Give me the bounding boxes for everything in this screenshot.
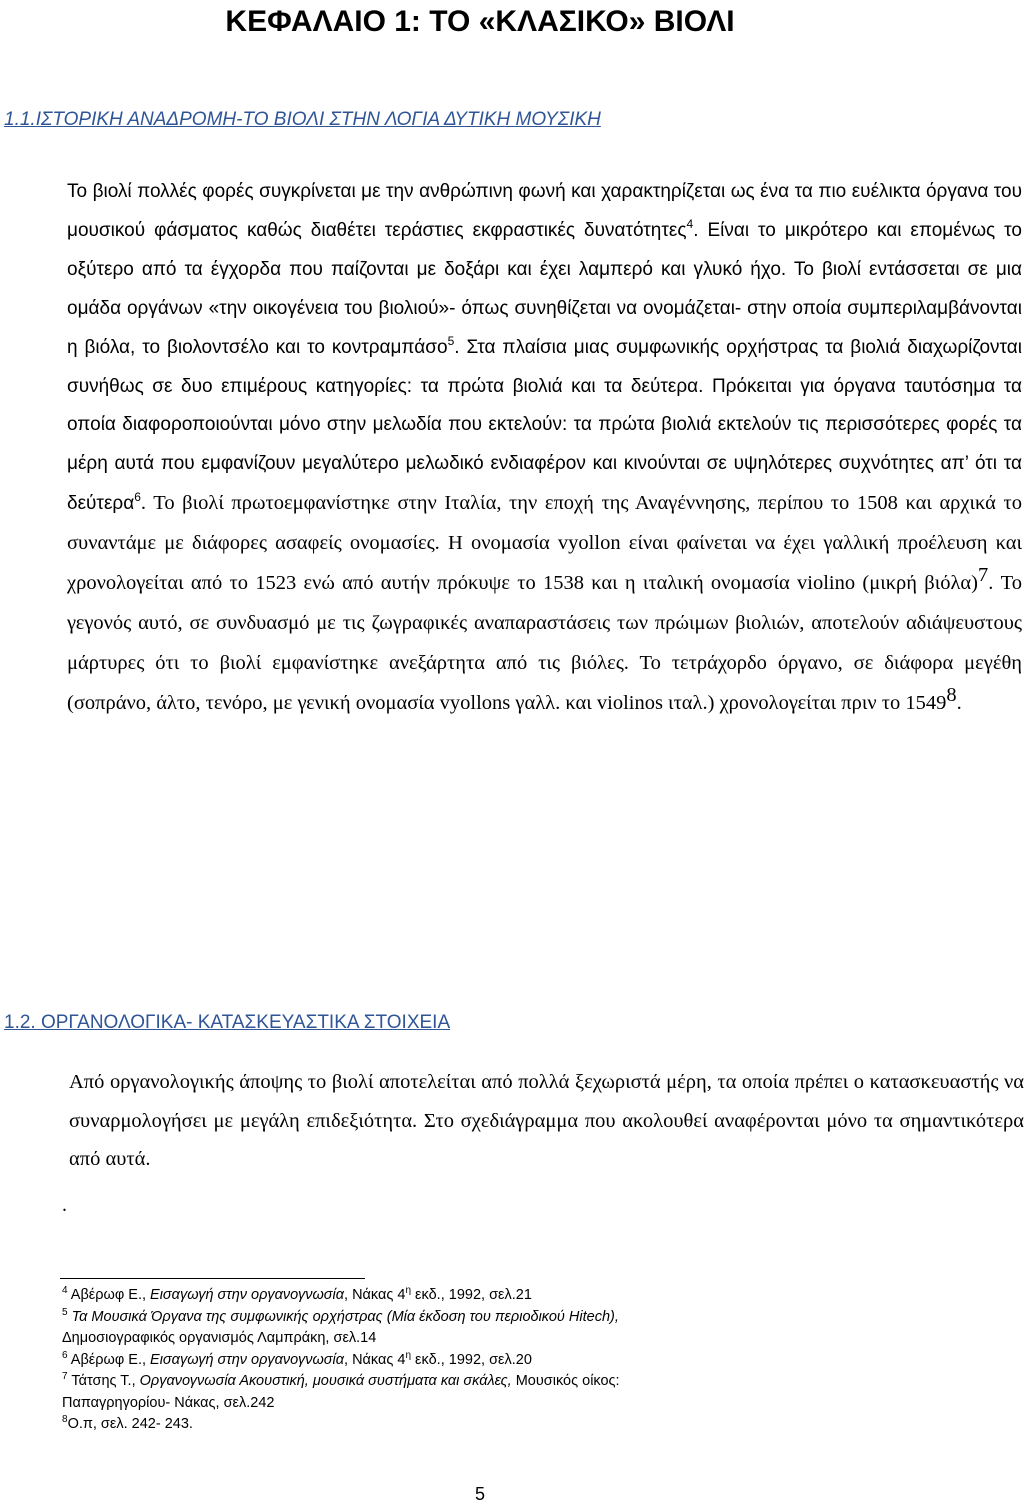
footnote-4 bbox=[62, 1285, 942, 1307]
construction-paragraph: Από οργανολογικής άποψης το βιολί αποτελείται από πολλά ξεχωριστά μέρη, τα οποία πρέπει ο κατασκευαστής να συναρμολογήσει με μεγάλη επιδεξιότητα. Στο σχεδιάγραμμα που ακολουθεί αναφέρονται μόνο τα σημαντικότερα από αυτά. bbox=[69, 1071, 1024, 1170]
section-heading-1-1[interactable]: 1.1.ΙΣΤΟΡΙΚΗ ΑΝΑΔΡΟΜΗ-ΤΟ ΒΙΟΛΙ ΣΤΗΝ ΛΟΓΙΑ ΔΥΤΙΚΗ ΜΟΥΣΙΚΗ bbox=[4, 109, 601, 130]
footnotes bbox=[62, 1285, 942, 1436]
footnote-title: Οργανογνωσία Ακουστική, μουσικά συστήματα και σκάλες, bbox=[139, 1373, 512, 1389]
footnote-ordinal: η bbox=[405, 1285, 412, 1296]
text-run: . bbox=[956, 691, 962, 714]
footnote-publisher: , Νάκας 4 bbox=[344, 1351, 406, 1368]
text-run: . Είναι το μικρότερο και επομένως το οξύτερο από τα έγχορδα που παίζονται με δοξάρι και έχει λαμπερό και γλυκό ήχο. Το βιολί εντάσσεται σε μια ομάδα οργάνων «την οικογένεια του βιολιού»- όπως συνηθίζεται να ονομάζεται- στην οποία συμπεριλαμβάνονται η βιόλα, το βιολοντσέλο και το κοντραμπάσο bbox=[67, 219, 1022, 358]
footnote-ref-5[interactable]: 5 bbox=[447, 333, 455, 348]
footnote-8 bbox=[62, 1414, 942, 1436]
footnote-title: Εισαγωγή στην οργανογνωσία bbox=[150, 1287, 345, 1303]
footnote-publisher: , Νάκας 4 bbox=[344, 1287, 406, 1303]
text-run: . Το βιολί πρωτοεμφανίστηκε στην Ιταλία, την εποχή της Αναγέννησης, περίπου το 1508 και αρχικά το συναντάμε με διάφορες ασαφείς ονομασίες. Η ονομασία vyollon είναι φαίνεται να έχει γαλλική προέλευση και χρονολογείται από το 1523 ενώ από αυτήν πρόκυψε το 1538 και η ιταλική ονομασία violino (μικρή βιόλα) bbox=[67, 492, 1022, 595]
footnote-ordinal: η bbox=[405, 1349, 412, 1361]
footnote-edition: εκδ., 1992, σελ.20 bbox=[411, 1351, 532, 1368]
stray-dot: . bbox=[62, 1194, 67, 1216]
footnote-title: Εισαγωγή στην οργανογνωσία bbox=[150, 1351, 345, 1368]
footnote-number: 5 bbox=[62, 1306, 68, 1318]
footnote-author: Αβέρωφ Ε., bbox=[70, 1287, 151, 1303]
footnote-edition: εκδ., 1992, σελ.21 bbox=[411, 1287, 532, 1303]
footnote-text: Ο.π, σελ. 242- 243. bbox=[67, 1416, 193, 1432]
history-paragraph bbox=[3, 173, 1022, 724]
footnote-ref-4[interactable]: 4 bbox=[686, 216, 694, 231]
footnote-publisher: Μουσικός οίκος: bbox=[511, 1373, 620, 1389]
footnote-number: 4 bbox=[62, 1285, 68, 1296]
section-heading-1-2[interactable]: 1.2. ΟΡΓΑΝΟΛΟΓΙΚΑ- ΚΑΤΑΣΚΕΥΑΣΤΙΚΑ ΣΤΟΙΧΕΙΑ bbox=[4, 1012, 451, 1033]
text-run: . Το γεγονός αυτό, σε συνδυασμό με τις ζωγραφικές αναπαραστάσεις των πρώιμων βιολιών, αποτελούν αδιάψευστους μάρτυρες ότι το βιολί εμφανίστηκε ανεξάρτητα από τις βιόλες. Το τετράχορδο όργανο, σε διάφορα μεγέθη (σοπράνο, άλτο, τενόρο, με γενική ονομασία vyollons γαλλ. και violinos ιταλ.) χρονολογείται πριν το 1549 bbox=[67, 572, 1022, 714]
footnote-title: Τα Μουσικά Όργανα της συμφωνικής ορχήστρας (Μία έκδοση του περιοδικού Hitech), bbox=[71, 1308, 619, 1325]
footnote-number: 6 bbox=[62, 1349, 68, 1361]
footnote-ref-7[interactable]: 7 bbox=[977, 564, 989, 587]
footnote-number: 8 bbox=[62, 1414, 68, 1425]
footnote-6 bbox=[62, 1350, 942, 1372]
footnote-ref-6[interactable]: 6 bbox=[134, 490, 141, 505]
footnote-7 bbox=[62, 1371, 942, 1414]
footnote-continuation: Παπαγρηγορίου- Νάκας, σελ.242 bbox=[62, 1394, 275, 1411]
text-run: Το βιολί πολλές φορές συγκρίνεται με την ανθρώπινη φωνή και χαρακτηρίζεται ως ένα τα πιο ευέλικτα όργανα του μουσικού φάσματος καθώς διαθέτει τεράστιες εκφραστικές δυνατότητες bbox=[67, 181, 1022, 241]
footnote-ref-8[interactable]: 8 bbox=[946, 683, 957, 706]
footnote-separator bbox=[60, 1278, 365, 1279]
text-run: . Στα πλαίσια μιας συμφωνικής ορχήστρας τα βιολιά διαχωρίζονται συνήθως σε δυο επιμέρους κατηγορίες: τα πρώτα βιολιά και τα δεύτερα. Πρόκειται για όργανα ταυτόσημα τα οποία διαφοροποιούνται μόνο στην μελωδία που εκτελούν: τα πρώτα βιολιά εκτελούν τις περισσότερες φορές τα μέρη αυτά που εμφανίζουν μεγαλύτερο μελωδικό ενδιαφέρον και κινούνται σε υψηλότερες συχνότητες απ’ ότι τα δεύτερα bbox=[67, 336, 1022, 515]
page-number: 5 bbox=[474, 1484, 485, 1504]
footnote-5 bbox=[62, 1307, 942, 1350]
footnote-author: Τάτσης Τ., bbox=[71, 1373, 140, 1389]
footnote-continuation: Δημοσιογραφικός οργανισμός Λαμπράκη, σελ.14 bbox=[62, 1330, 377, 1346]
chapter-title: ΚΕΦΑΛΑΙΟ 1: ΤΟ «ΚΛΑΣΙΚΟ» ΒΙΟΛΙ bbox=[225, 5, 735, 38]
footnote-author: Αβέρωφ Ε., bbox=[70, 1351, 151, 1368]
footnote-number: 7 bbox=[62, 1371, 68, 1382]
